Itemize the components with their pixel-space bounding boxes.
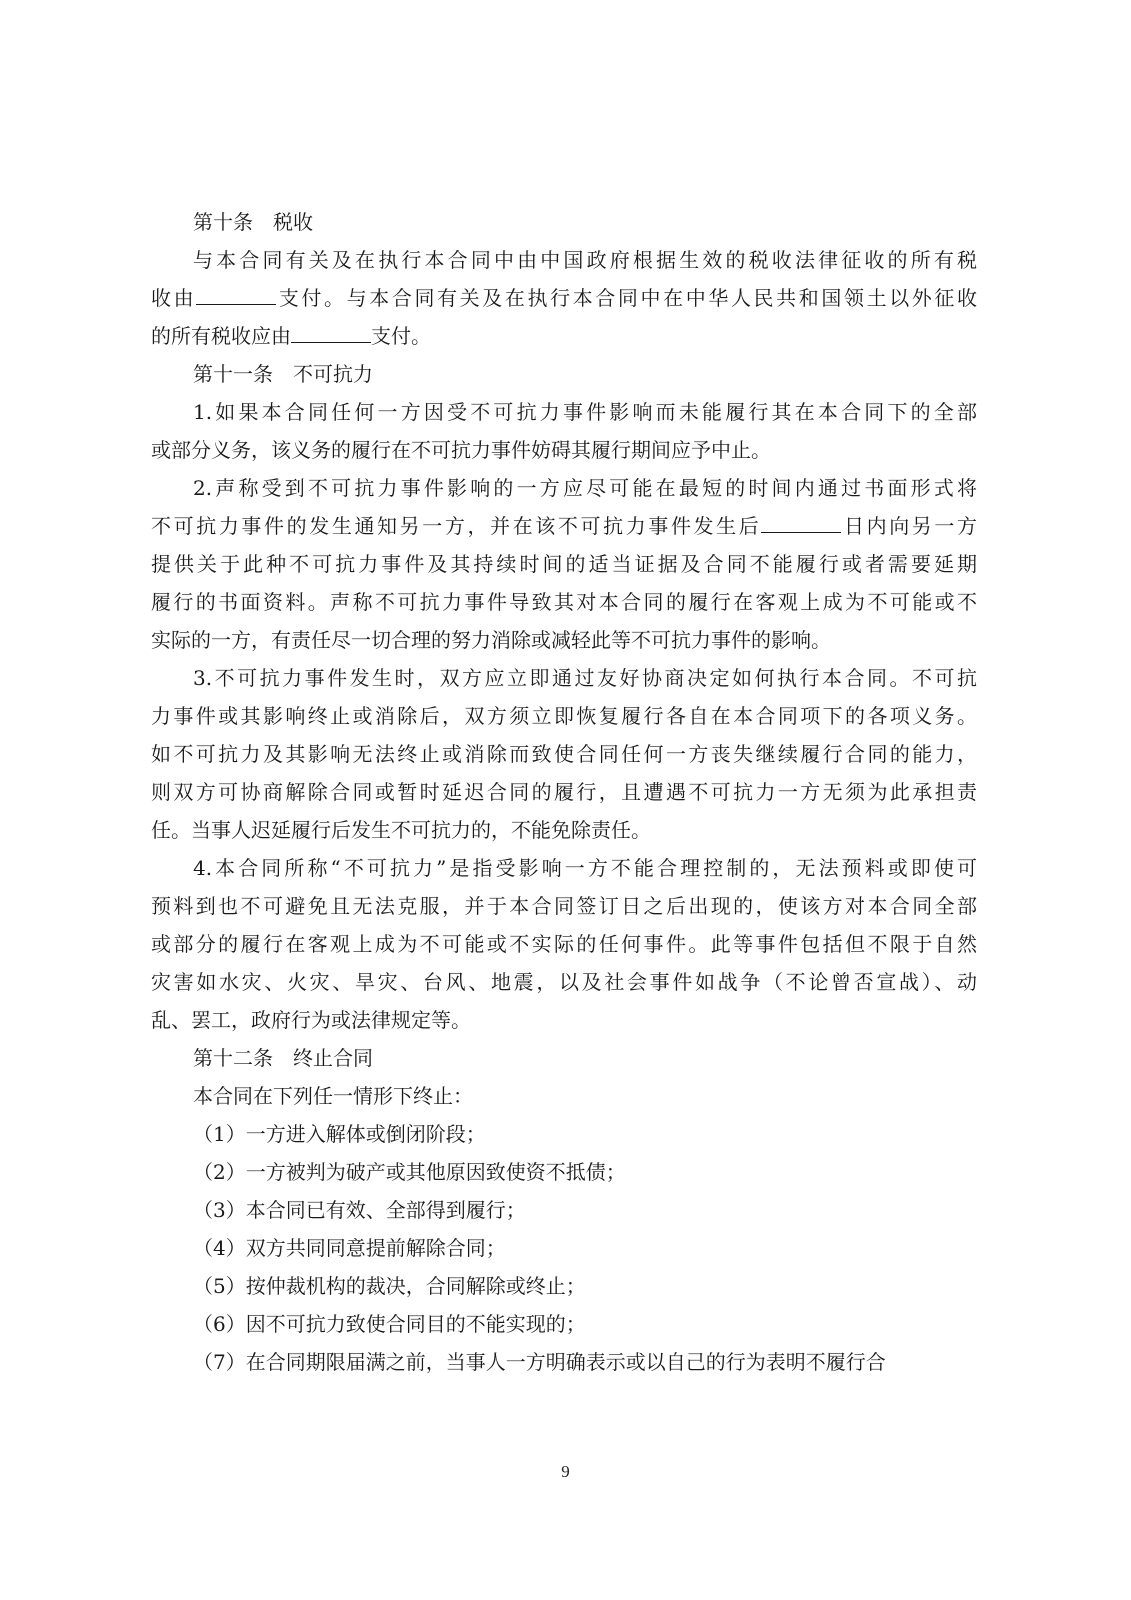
article-11-p1-line: 或部分义务，该义务的履行在不可抗力事件妨碍其履行期间应予中止。 bbox=[151, 438, 771, 462]
article-12-intro: 本合同在下列任一情形下终止： bbox=[193, 1084, 473, 1108]
article-11-p2-line: 2.声称受到不可抗力事件影响的一方应尽可能在最短的时间内通过书面形式将 bbox=[193, 476, 977, 500]
list-item: （7）在合同期限届满之前，当事人一方明确表示或以自己的行为表明不履行合 bbox=[193, 1350, 886, 1374]
article-11-p2-line: 提供关于此种不可抗力事件及其持续时间的适当证据及合同不能履行或者需要延期 bbox=[151, 552, 977, 576]
article-11-p4-line: 预料到也不可避免且无法克服，并于本合同签订日之后出现的，使该方对本合同全部 bbox=[151, 894, 977, 918]
document-body bbox=[151, 203, 977, 1381]
blank-field bbox=[291, 318, 371, 343]
article-10-line: 的所有税收应由 支付。 bbox=[151, 317, 977, 355]
article-11-p2-line: 不可抗力事件的发生通知另一方，并在该不可抗力事件发生后 日内向另一方 bbox=[151, 507, 977, 545]
article-10-heading bbox=[151, 203, 977, 241]
article-11-heading bbox=[151, 355, 977, 393]
article-11-p3-line: 任。当事人迟延履行后发生不可抗力的，不能免除责任。 bbox=[151, 818, 651, 842]
article-11-p4-line: 4.本合同所称“不可抗力”是指受影响一方不能合理控制的，无法预料或即使可 bbox=[193, 856, 977, 880]
list-item: （6）因不可抗力致使合同目的不能实现的； bbox=[193, 1312, 586, 1336]
article-11-p2-line: 实际的一方，有责任尽一切合理的努力消除或减轻此等不可抗力事件的影响。 bbox=[151, 628, 831, 652]
article-12-heading bbox=[151, 1039, 977, 1077]
article-10-number: 第十条 bbox=[193, 210, 253, 234]
list-item: （4）双方共同同意提前解除合同； bbox=[193, 1236, 506, 1260]
article-11-title: 不可抗力 bbox=[293, 362, 373, 386]
article-11-number: 第十一条 bbox=[193, 362, 273, 386]
list-item: （3）本合同已有效、全部得到履行； bbox=[193, 1198, 526, 1222]
article-10-line: 与本合同有关及在执行本合同中由中国政府根据生效的税收法律征收的所有税 bbox=[193, 248, 977, 272]
article-12-number: 第十二条 bbox=[193, 1046, 273, 1070]
article-11-p3-line: 则双方可协商解除合同或暂时延迟合同的履行，且遭遇不可抗力一方无须为此承担责 bbox=[151, 780, 977, 804]
article-11-p4-line: 乱、罢工，政府行为或法律规定等。 bbox=[151, 1008, 471, 1032]
article-11-p4-line: 灾害如水灾、火灾、旱灾、台风、地震，以及社会事件如战争（不论曾否宣战）、动 bbox=[151, 970, 977, 994]
article-10-line: 收由 支付。与本合同有关及在执行本合同中在中华人民共和国领土以外征收 bbox=[151, 279, 977, 317]
list-item: （1）一方进入解体或倒闭阶段； bbox=[193, 1122, 486, 1146]
blank-field bbox=[761, 508, 841, 533]
blank-field bbox=[196, 280, 276, 305]
article-10-title: 税收 bbox=[273, 210, 313, 234]
list-item: （5）按仲裁机构的裁决，合同解除或终止； bbox=[193, 1274, 586, 1298]
list-item: （2）一方被判为破产或其他原因致使资不抵债； bbox=[193, 1160, 626, 1184]
page-number: 9 bbox=[561, 1462, 570, 1481]
article-12-title: 终止合同 bbox=[293, 1046, 373, 1070]
article-11-p2-line: 履行的书面资料。声称不可抗力事件导致其对本合同的履行在客观上成为不可能或不 bbox=[151, 590, 977, 614]
article-11-p1-line: 1.如果本合同任何一方因受不可抗力事件影响而未能履行其在本合同下的全部 bbox=[193, 400, 977, 424]
article-11-p4-line: 或部分的履行在客观上成为不可能或不实际的任何事件。此等事件包括但不限于自然 bbox=[151, 932, 977, 956]
article-11-p3-line: 3.不可抗力事件发生时，双方应立即通过友好协商决定如何执行本合同。不可抗 bbox=[193, 666, 977, 690]
article-11-p3-line: 如不可抗力及其影响无法终止或消除而致使合同任何一方丧失继续履行合同的能力， bbox=[151, 742, 977, 766]
article-11-p3-line: 力事件或其影响终止或消除后，双方须立即恢复履行各自在本合同项下的各项义务。 bbox=[151, 704, 977, 728]
